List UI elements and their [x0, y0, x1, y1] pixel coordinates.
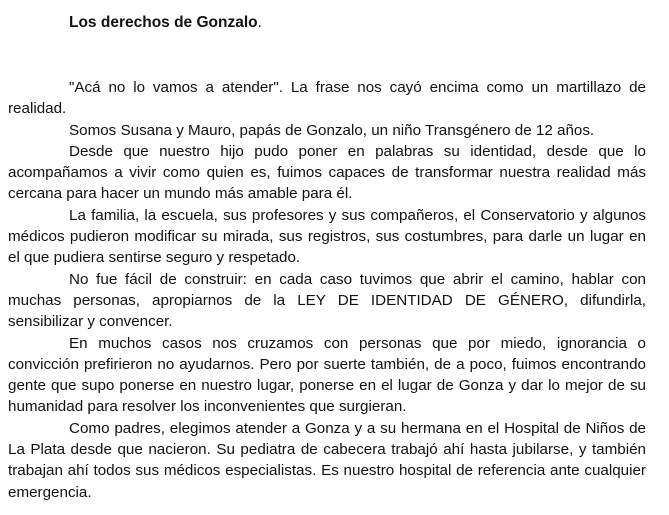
paragraph-3: Desde que nuestro hijo pudo poner en palabras su identidad, desde que lo acompañamos a vivir como quien es, fuimos capaces de transformar nuestra realidad más cercana para hacer un mundo más amable para él.: [8, 142, 646, 203]
document-body: [8, 77, 646, 503]
document-title: [69, 13, 262, 33]
paragraph-1: "Acá no lo vamos a atender". La frase nos cayó encima como un martillazo de realidad.: [8, 79, 646, 118]
paragraph-2: Somos Susana y Mauro, papás de Gonzalo, un niño Transgénero de 12 años.: [69, 121, 595, 139]
paragraph-5: No fue fácil de construir: en cada caso tuvimos que abrir el camino, hablar con muchas personas, apropiarnos de la LEY DE IDENTIDAD DE GÉNERO, difundirla, sensibilizar y convencer.: [8, 270, 646, 331]
document-title-text: Los derechos de Gonzalo: [69, 14, 258, 31]
paragraph-4: La familia, la escuela, sus profesores y sus compañeros, el Conservatorio y algunos médicos pudieron modificar su mirada, sus registros, sus costumbres, para darle un lugar en el que pudiera sentirse seguro y respetado.: [8, 206, 646, 267]
paragraph-6: En muchos casos nos cruzamos con personas que por miedo, ignorancia o convicción prefirieron no ayudarnos. Pero por suerte también, de a poco, fuimos encontrando gente que supo ponerse en nuestro lugar, ponerse en el lugar de Gonza y dar lo mejor de su humanidad para resolver los inconvenientes que surgieran.: [8, 334, 646, 416]
paragraph-7: Como padres, elegimos atender a Gonza y a su hermana en el Hospital de Niños de La Plata desde que nacieron. Su pediatra de cabecera trabajó ahí hasta jubilarse, y también trabajan ahí todos sus médicos especialistas. Es nuestro hospital de referencia ante cualquier emergencia.: [8, 419, 646, 501]
document-title-period: .: [257, 14, 262, 31]
